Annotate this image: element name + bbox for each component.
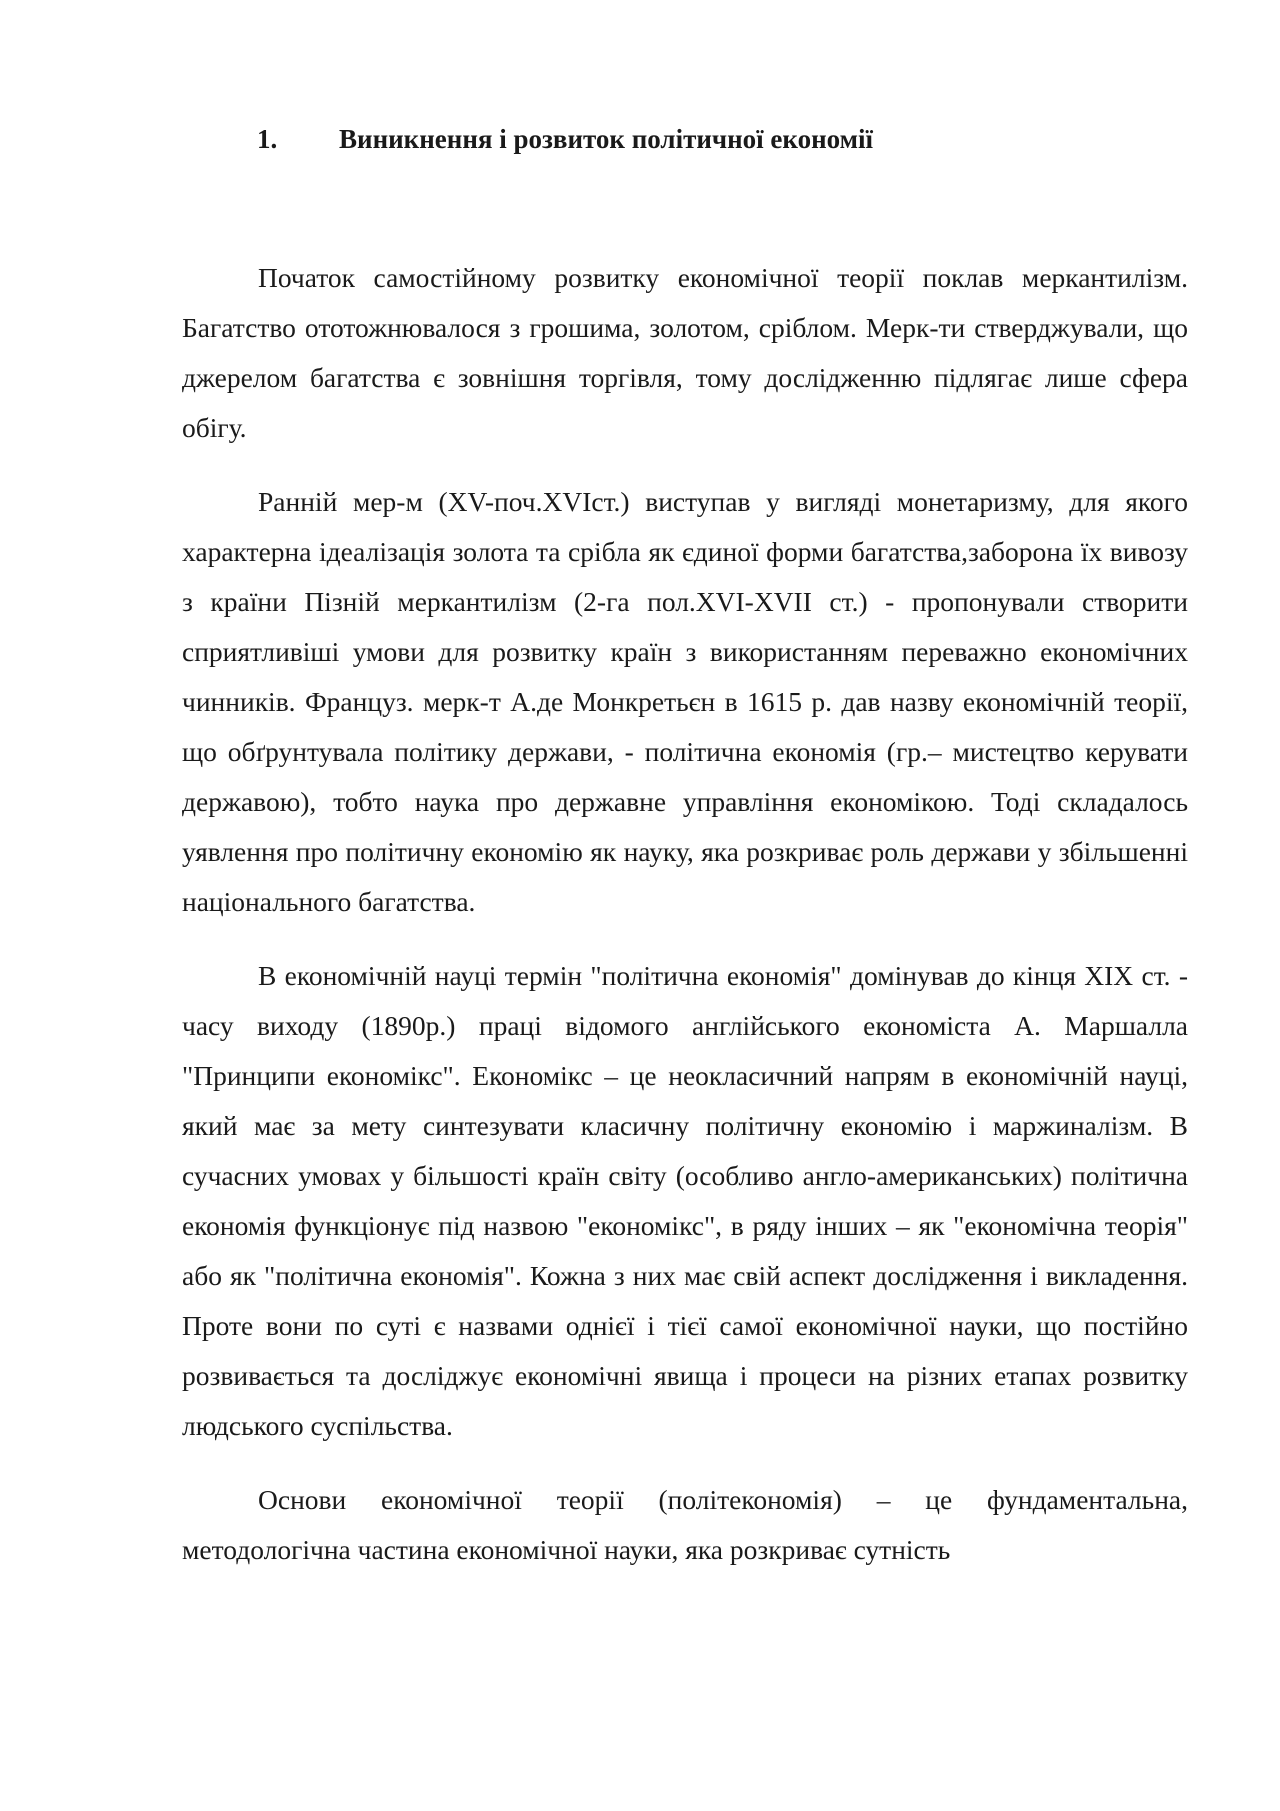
paragraph: Початок самостійному розвитку економічної теорії поклав меркантилізм. Багатство ототожнювалося з грошима, золотом, сріблом. Мерк-ти стверджували, що джерелом багатства є зовнішня торгівля, тому дослідженню підлягає лише сфера обігу. — [182, 262, 1188, 443]
paragraph: Ранній мер-м (XV-поч.XVIст.) виступав у вигляді монетаризму, для якого характерна ідеалізація золота та срібла як єдиної форми багатства,заборона їх вивозу з країни Пізній меркантилізм (2-га пол.XVI-XVII ст.) - пропонували створити сприятливіші умови для розвитку країн з використанням переважно економічних чинників. Француз. мерк-т А.де Монкретьєн в 1615 р. дав назву економічній теорії, що обґрунтувала політику держави, - політична економія (гр.– мистецтво керувати державою), тобто наука про державне управління економікою. Тоді складалось уявлення про політичну економію як науку, яка розкриває роль держави у збільшенні національного багатства. — [182, 486, 1188, 917]
body-text — [182, 253, 1188, 1599]
paragraph: Основи економічної теорії (політекономія) – це фундаментальна, методологічна частина економічної науки, яка розкриває сутність — [182, 1484, 1188, 1565]
section-title: Виникнення і розвиток політичної економії — [339, 124, 874, 154]
section-heading — [257, 122, 873, 156]
paragraph: В економічній науці термін "політична економія" домінував до кінця XIX ст. - часу виходу (1890р.) праці відомого англійського економіста А. Маршалла "Принципи економікс". Економікс – це неокласичний напрям в економічній науці, який має за мету синтезувати класичну політичну економію і маржиналізм. В сучасних умовах у більшості країн світу (особливо англо-американських) політична економія функціонує під назвою "економікс", в ряду інших – як "економічна теорія" або як "політична економія". Кожна з них має свій аспект дослідження і викладення. Проте вони по суті є назвами однієї і тієї самої економічної науки, що постійно розвивається та досліджує економічні явища і процеси на різних етапах розвитку людського суспільства. — [182, 960, 1188, 1441]
section-number: 1. — [257, 124, 278, 154]
